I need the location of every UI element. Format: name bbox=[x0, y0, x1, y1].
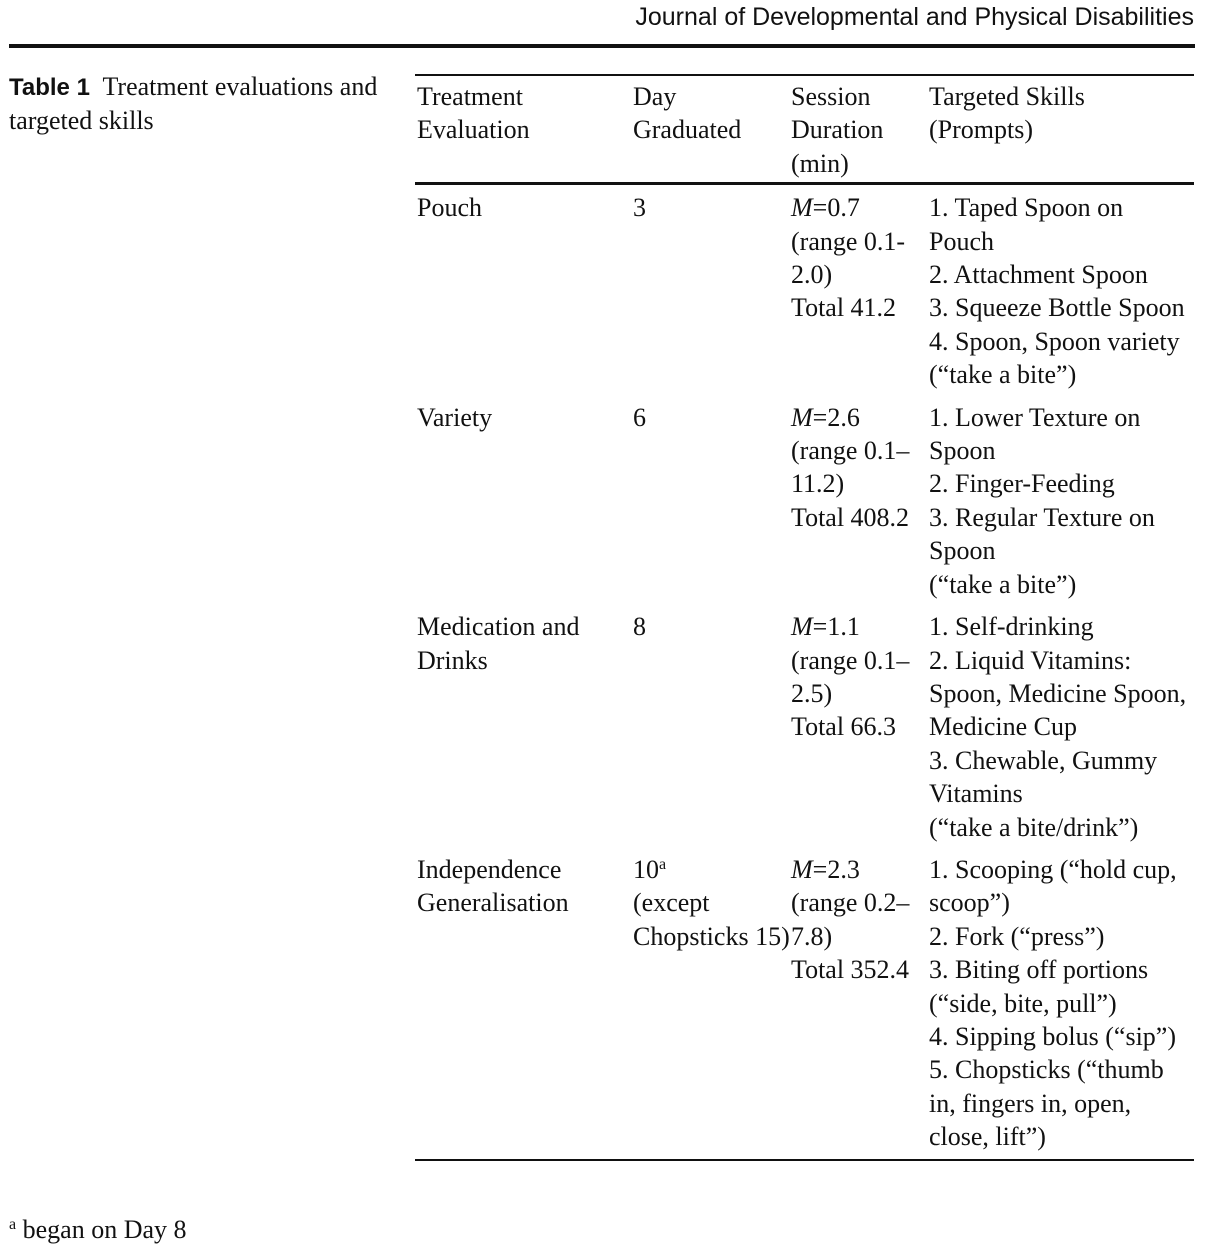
evaluation-cell: Pouch bbox=[417, 193, 482, 223]
day-footnote-marker: a bbox=[659, 855, 667, 873]
skill-item: 1. Lower Texture on Spoon bbox=[929, 402, 1141, 466]
duration-total: Total 41.2 bbox=[791, 293, 897, 323]
column-header: Session Duration (min) bbox=[791, 82, 884, 178]
table-row bbox=[415, 184, 1194, 397]
day-value: 3 bbox=[633, 193, 646, 223]
duration-range: (range 0.1–2.5) bbox=[791, 645, 910, 708]
mean-value: =2.6 bbox=[812, 402, 860, 432]
footnote-text: began on Day 8 bbox=[16, 1215, 187, 1244]
table-footnote bbox=[9, 1213, 187, 1246]
mean-label: M bbox=[791, 402, 813, 432]
treatment-table bbox=[415, 74, 1194, 1161]
skill-prompt: (“take a bite”) bbox=[929, 360, 1077, 390]
duration-range: (range 0.1-2.0) bbox=[791, 226, 906, 290]
evaluation-cell: Medication and Drinks bbox=[417, 612, 580, 675]
mean-value: =0.7 bbox=[812, 193, 860, 223]
mean-label: M bbox=[791, 193, 813, 223]
duration-total: Total 66.3 bbox=[791, 712, 897, 742]
duration-cell bbox=[791, 397, 929, 606]
skill-item: 2. Liquid Vitamins: Spoon, Medicine Spoon, Medicine Cup bbox=[929, 645, 1187, 742]
skill-item: 5. Chopsticks (“thumb in, fingers in, open, close, lift”) bbox=[929, 1055, 1164, 1152]
skill-item: 4. Spoon, Spoon variety bbox=[929, 326, 1180, 356]
day-value: 10 bbox=[633, 854, 659, 884]
duration-mean bbox=[791, 610, 929, 643]
day-value: 6 bbox=[633, 402, 646, 432]
skill-item: 2. Fork (“press”) bbox=[929, 921, 1105, 951]
table-caption bbox=[9, 70, 379, 137]
skills-cell bbox=[929, 397, 1194, 606]
column-header: Treatment Evaluation bbox=[417, 82, 530, 145]
day-cell bbox=[633, 397, 791, 606]
day-value: 8 bbox=[633, 612, 646, 642]
day-cell bbox=[633, 606, 791, 849]
skill-prompt: (“take a bite/drink”) bbox=[929, 812, 1139, 842]
footnote-marker: a bbox=[9, 1216, 17, 1233]
table-row bbox=[415, 849, 1194, 1160]
table-row bbox=[415, 606, 1194, 849]
duration-range: (range 0.1–11.2) bbox=[791, 436, 910, 499]
mean-value: =1.1 bbox=[812, 612, 860, 642]
header-row bbox=[415, 75, 1194, 184]
header-rule bbox=[9, 44, 1195, 48]
skill-item: 1. Taped Spoon on Pouch bbox=[929, 193, 1124, 256]
skill-item: 4. Sipping bolus (“sip”) bbox=[929, 1021, 1176, 1051]
skill-item: 2. Attachment Spoon bbox=[929, 260, 1148, 290]
column-header: Day Graduated bbox=[633, 82, 742, 145]
duration-cell bbox=[791, 184, 929, 397]
mean-label: M bbox=[791, 612, 813, 642]
skill-item: 3. Squeeze Bottle Spoon bbox=[929, 293, 1185, 323]
duration-mean bbox=[791, 853, 929, 886]
skill-prompt: (“take a bite”) bbox=[929, 569, 1077, 599]
skills-cell bbox=[929, 184, 1194, 397]
skills-cell bbox=[929, 849, 1194, 1160]
table-container bbox=[415, 74, 1194, 1161]
skill-item: 1. Scooping (“hold cup, scoop”) bbox=[929, 854, 1177, 918]
running-head: Journal of Developmental and Physical Disabilities bbox=[635, 3, 1194, 31]
table-row bbox=[415, 397, 1194, 606]
table-body bbox=[415, 184, 1194, 1160]
duration-mean bbox=[791, 401, 929, 434]
day-note: (except Chopsticks 15) bbox=[633, 888, 790, 951]
mean-value: =2.3 bbox=[812, 854, 860, 884]
skill-item: 3. Chewable, Gummy Vitamins bbox=[929, 745, 1158, 809]
day-cell bbox=[633, 184, 791, 397]
duration-range: (range 0.2–7.8) bbox=[791, 888, 910, 951]
duration-total: Total 352.4 bbox=[791, 955, 910, 985]
skills-cell bbox=[929, 606, 1194, 849]
duration-mean bbox=[791, 191, 929, 224]
day-cell bbox=[633, 849, 791, 1160]
mean-label: M bbox=[791, 854, 813, 884]
skill-item: 3. Biting off portions (“side, bite, pull”) bbox=[929, 955, 1149, 1018]
evaluation-cell: Variety bbox=[417, 402, 493, 432]
skill-item: 1. Self-drinking bbox=[929, 612, 1094, 642]
table-title: Treatment evaluations and targeted skills bbox=[9, 72, 378, 135]
duration-cell bbox=[791, 606, 929, 849]
skill-item: 3. Regular Texture on Spoon bbox=[929, 502, 1155, 566]
duration-total: Total 408.2 bbox=[791, 502, 910, 532]
evaluation-cell: Independence Generalisation bbox=[417, 854, 569, 918]
skill-item: 2. Finger-Feeding bbox=[929, 469, 1115, 499]
column-header: Targeted Skills (Prompts) bbox=[929, 82, 1085, 145]
duration-cell bbox=[791, 849, 929, 1160]
table-label: Table 1 bbox=[9, 74, 90, 101]
